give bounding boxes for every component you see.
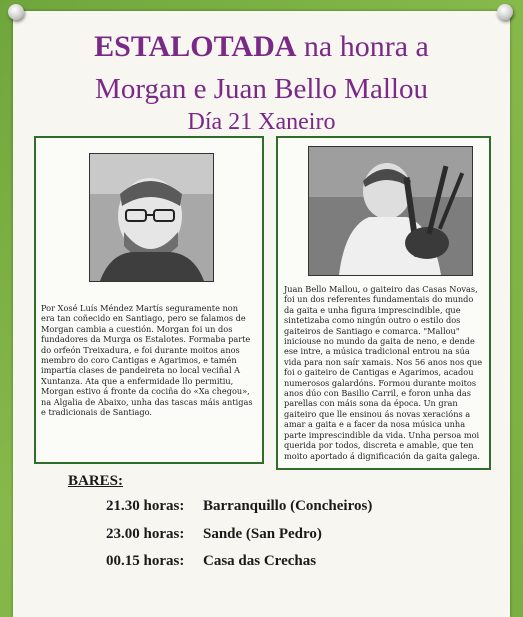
bar-place: Casa das Crechas xyxy=(203,553,317,569)
morgan-bio: Por Xosé Luís Méndez Martís seguramente non era tan coñecido en Santiago, pero se falamos de Morgan cambia a cuestión. Morgan foi un dos fundadores da Murga os Estalotes. Formaba parte do orfeón Treixadura, e foi durante moitos anos membro do coro Cantigas e Agarimos, e tamén impartía clases de pandeireta no local veciñal A Xuntanza. Ata que a enfermidade llo permitiu, Morgan estivo á fronte da cociña do «Xa chegou», na Algalia de Abaixo, unha das tascas máis antigas e tradicionais de Santiago. xyxy=(41,303,253,418)
juan-bello-bio: Juan Bello Mallou, o gaiteiro das Casas Novas, foi un dos referentes fundamentais do mundo da gaita e unha figura imprescindible, que sintetizaba como ningún outro o estilo dos gaiteiros de Santiago e comarca. "Mallou" iniciouse no mundo da gaita de neno, e dende ese intre, a música tradicional entrou na súa vida para non saír xamais. Nos 56 anos nos que foi o gaiteiro de Cantigas e Agarimos, acadou numerosos galardóns. Formou durante moitos anos dúo con Basilio Carril, e foron unha das parellas con máis sona da época. Un gran gaiteiro que lle ensinou ás novas xeracións a amar a gaita e a facer da nosa música unha parte imprescindible da vida. Unha persoa moi querida por todos, discreta e amable, que ten moito aportado á dignificación da gaita galega. xyxy=(284,284,483,461)
honorees-names: Morgan e Juan Bello Mallou xyxy=(95,73,428,105)
bar-place: Barranquillo (Concheiros) xyxy=(203,498,373,514)
event-title xyxy=(13,30,510,64)
event-title-bold: ESTALOTADA xyxy=(94,30,297,63)
juan-bello-card xyxy=(276,136,491,470)
bar-time: 00.15 horas: xyxy=(106,553,185,569)
juan-bello-portrait-image xyxy=(309,147,472,275)
poster xyxy=(13,11,510,617)
pushpin-icon xyxy=(497,4,513,20)
morgan-photo xyxy=(89,153,214,282)
bar-place: Sande (San Pedro) xyxy=(203,526,322,542)
morgan-card xyxy=(34,136,264,464)
bar-time: 21.30 horas: xyxy=(106,498,185,514)
event-title-rest: na honra a xyxy=(303,30,429,63)
bares-heading: BARES: xyxy=(68,473,124,489)
morgan-portrait-image xyxy=(90,154,213,281)
event-date: Día 21 Xaneiro xyxy=(187,109,336,135)
bar-time: 23.00 horas: xyxy=(106,526,185,542)
pushpin-icon xyxy=(8,4,24,20)
juan-bello-photo xyxy=(308,146,473,276)
